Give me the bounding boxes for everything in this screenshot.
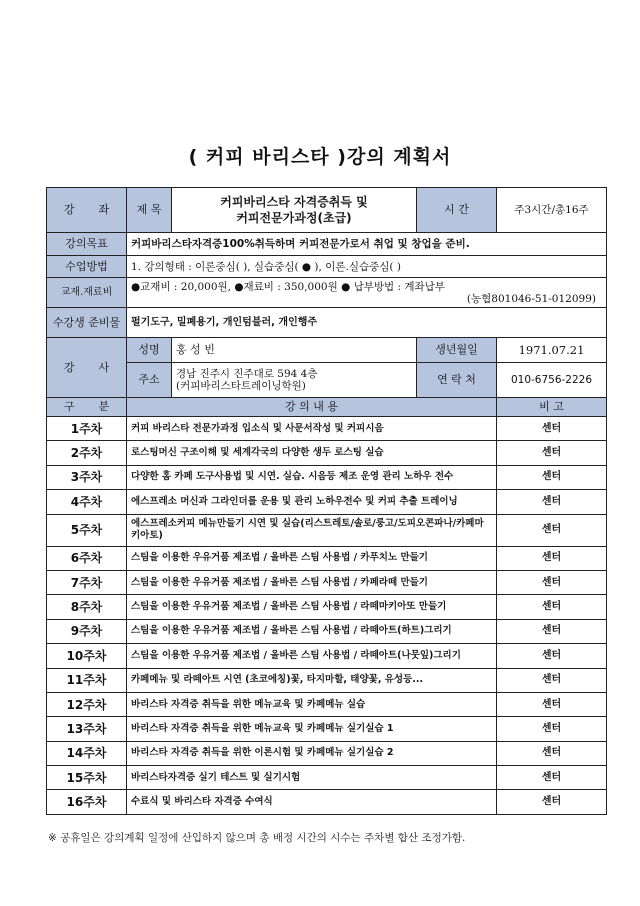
week-content: 바리스타 자격증 취득을 위한 이론시험 및 카페메뉴 실기실습 2	[127, 741, 497, 765]
week-label: 12주차	[47, 692, 127, 716]
week-label: 16주차	[47, 790, 127, 814]
week-content: 바리스타자격증 실기 테스트 및 실기시험	[127, 766, 497, 790]
schedule-header-content: 강 의 내 용	[127, 398, 497, 417]
schedule-row	[47, 441, 607, 465]
schedule-row	[47, 717, 607, 741]
schedule-row	[47, 668, 607, 692]
week-label: 6주차	[47, 546, 127, 570]
plan-table	[46, 187, 607, 815]
week-content: 스팀을 이용한 우유거품 제조법 / 올바른 스팀 사용법 / 카페라떼 만들기	[127, 570, 497, 594]
schedule-header-section: 구 분	[47, 398, 127, 417]
week-note: 센터	[497, 514, 607, 546]
week-note: 센터	[497, 546, 607, 570]
week-note: 센터	[497, 766, 607, 790]
week-note: 센터	[497, 619, 607, 643]
week-content: 스팀을 이용한 우유거품 제조법 / 올바른 스팀 사용법 / 라떼아트(나뭇잎)그리기	[127, 644, 497, 668]
week-note: 센터	[497, 441, 607, 465]
schedule-row	[47, 790, 607, 814]
week-content: 커피 바리스타 전문가과정 입소식 및 사문서작성 및 커피시음	[127, 417, 497, 441]
method-label: 수업방법	[47, 256, 127, 278]
birth-value: 1971.07.21	[497, 338, 607, 363]
week-content: 에스프레소 머신과 그라인더를 운용 및 관리 노하우전수 및 커피 추출 트레이닝	[127, 490, 497, 514]
week-content: 다양한 홈 카페 도구사용법 및 시연. 실습. 시음등 제조 운영 관리 노하우 전수	[127, 465, 497, 489]
week-label: 11주차	[47, 668, 127, 692]
week-label: 5주차	[47, 514, 127, 546]
cost-label: 교재.재료비	[47, 278, 127, 308]
schedule-row	[47, 741, 607, 765]
schedule-row	[47, 619, 607, 643]
week-note: 센터	[497, 417, 607, 441]
week-note: 센터	[497, 570, 607, 594]
goal-label: 강의목표	[47, 233, 127, 256]
week-note: 센터	[497, 644, 607, 668]
week-label: 3주차	[47, 465, 127, 489]
week-content: 카페메뉴 및 라떼아트 시연 (초코에칭)꽃, 타지마할, 태양꽃, 유성등...	[127, 668, 497, 692]
address-label: 주소	[127, 363, 172, 398]
week-content: 에스프레소커피 메뉴만들기 시연 및 실습(리스트레토/솔로/룽고/도피오콘파나/카페마키아토)	[127, 514, 497, 546]
schedule-row	[47, 570, 607, 594]
week-content: 로스팅머신 구조이해 및 세계각국의 다양한 생두 로스팅 실습	[127, 441, 497, 465]
name-value: 홍 성 빈	[172, 338, 417, 363]
schedule-row	[47, 514, 607, 546]
week-label: 4주차	[47, 490, 127, 514]
schedule-row	[47, 692, 607, 716]
time-value: 주3시간/총16주	[497, 188, 607, 233]
week-label: 14주차	[47, 741, 127, 765]
week-content: 스팀을 이용한 우유거품 제조법 / 올바른 스팀 사용법 / 라떼마키아또 만들기	[127, 595, 497, 619]
week-label: 9주차	[47, 619, 127, 643]
contact-value: 010-6756-2226	[497, 363, 607, 398]
week-label: 15주차	[47, 766, 127, 790]
schedule-row	[47, 417, 607, 441]
cost-value: ●교재비 : 20,000원, ●재료비 : 350,000원 ● 납부방법 : 계좌납부 (농협801046-51-012099)	[127, 278, 607, 308]
schedule-row	[47, 766, 607, 790]
week-note: 센터	[497, 741, 607, 765]
week-label: 7주차	[47, 570, 127, 594]
prep-label: 수강생 준비물	[47, 308, 127, 338]
footnote: ※ 공휴일은 강의계획 일정에 산입하지 않으며 총 배정 시간의 시수는 주차별 합산 조정가함.	[48, 832, 466, 844]
name-label: 성명	[127, 338, 172, 363]
method-value: 1. 강의형태 : 이론중심( ), 실습중심( ● ), 이론.실습중심( )	[127, 256, 607, 278]
subject-value: 커피바리스타 자격증취득 및 커피전문가과정(초급)	[172, 188, 417, 233]
schedule-header-note: 비 고	[497, 398, 607, 417]
week-note: 센터	[497, 717, 607, 741]
week-note: 센터	[497, 668, 607, 692]
week-label: 8주차	[47, 595, 127, 619]
schedule-row	[47, 465, 607, 489]
course-label: 강 좌	[47, 188, 127, 233]
week-content: 스팀을 이용한 우유거품 제조법 / 올바른 스팀 사용법 / 라떼아트(하트)그리기	[127, 619, 497, 643]
schedule-row	[47, 644, 607, 668]
goal-value: 커피바리스타자격증100%취득하며 커피전문가로서 취업 및 창업을 준비.	[127, 233, 607, 256]
week-content: 수료식 및 바리스타 자격증 수여식	[127, 790, 497, 814]
week-label: 10주차	[47, 644, 127, 668]
contact-label: 연 락 처	[417, 363, 497, 398]
schedule-row	[47, 546, 607, 570]
week-content: 스팀을 이용한 우유거품 제조법 / 올바른 스팀 사용법 / 카푸치노 만들기	[127, 546, 497, 570]
week-label: 1주차	[47, 417, 127, 441]
subject-label: 제 목	[127, 188, 172, 233]
prep-value: 펄기도구, 밀폐용기, 개인텀블러, 개인행주	[127, 308, 607, 338]
time-label: 시 간	[417, 188, 497, 233]
week-label: 2주차	[47, 441, 127, 465]
week-label: 13주차	[47, 717, 127, 741]
instructor-label: 강 사	[47, 338, 127, 398]
birth-label: 생년월일	[417, 338, 497, 363]
week-note: 센터	[497, 595, 607, 619]
document-title: ( 커피 바리스타 )강의 계획서	[188, 146, 452, 168]
week-note: 센터	[497, 790, 607, 814]
address-value: 경남 진주시 진주대로 594 4층 (커피바리스타트레이닝학원)	[172, 363, 417, 398]
week-note: 센터	[497, 692, 607, 716]
schedule-row	[47, 490, 607, 514]
week-content: 바리스타 자격증 취득을 위한 메뉴교육 및 카페메뉴 실기실습 1	[127, 717, 497, 741]
week-note: 센터	[497, 465, 607, 489]
week-note: 센터	[497, 490, 607, 514]
week-content: 바리스타 자격증 취득을 위한 메뉴교육 및 카페메뉴 실습	[127, 692, 497, 716]
schedule-row	[47, 595, 607, 619]
